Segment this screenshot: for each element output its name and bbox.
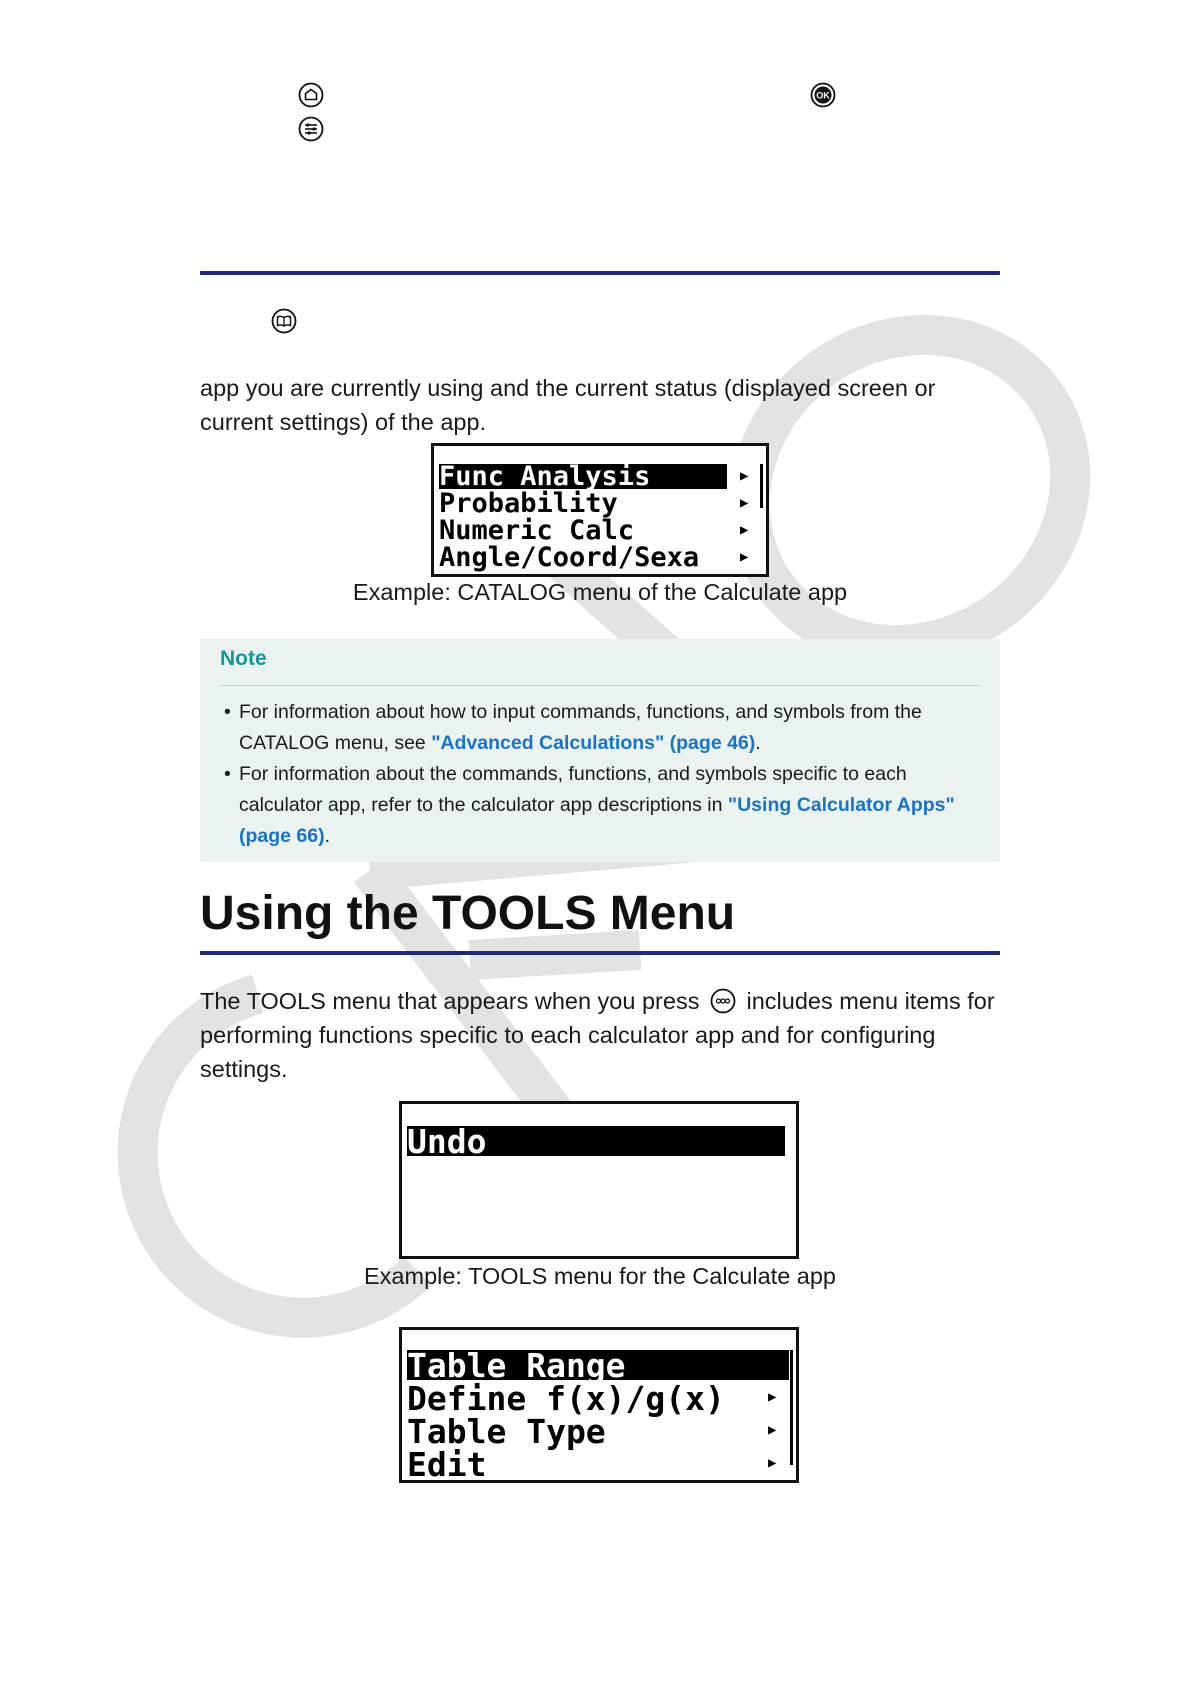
using-calculator-apps-link[interactable]: "Using Calculator Apps" (page 66) [239,794,955,847]
settings-key-icon [298,116,324,142]
note-list [220,697,980,852]
tools-menu-screen [399,1101,799,1259]
tools-caption: Example: TOOLS menu for the Calculate app [364,1263,836,1289]
tools-key-icon [710,988,736,1014]
tools-item-define-fx-gx[interactable]: Define f(x)/g(x) [407,1378,725,1418]
section-title-tools: Using the TOOLS Menu [200,887,736,940]
catalog-item-func-analysis[interactable]: Func Analysis [439,464,727,489]
catalog-description: app you are currently using and the current status (displayed screen or current settings) of the app. [200,375,936,435]
ok-key-icon [810,82,836,108]
note-divider [220,685,980,686]
catalog-item-numeric-calc[interactable]: Numeric Calc [439,515,635,546]
note-title: Note [220,647,267,670]
catalog-arrow-1: ▶ [740,468,749,484]
tools-arrow-2: ▶ [768,1389,777,1405]
catalog-item-probability[interactable]: Probability [439,488,618,519]
tools-item-edit[interactable]: Edit [407,1444,487,1484]
catalog-key-icon [271,308,297,334]
tools-item-table-type[interactable]: Table Type [407,1411,606,1451]
tools-item-undo[interactable]: Undo [407,1126,785,1156]
note-box [200,639,1000,862]
catalog-arrow-4: ▶ [740,549,749,565]
catalog-caption: Example: CATALOG menu of the Calculate app [352,579,848,605]
tools-scrollbar [790,1350,793,1465]
tools-arrow-4: ▶ [768,1455,777,1471]
catalog-scrollbar [760,464,763,508]
tools-description: The TOOLS menu that appears when you press includes menu items for performing functions specific to each calculator app and for configuring settings. [200,988,995,1082]
catalog-arrow-2: ▶ [740,495,749,511]
section-rule-top [200,271,1000,275]
note-item: • For information about how to input commands, functions, and symbols from the CATALOG menu, see "Advanced Calculations" (page 46). [220,697,980,759]
catalog-menu-screen [431,443,769,577]
note-item: • For information about the commands, functions, and symbols specific to each calculator app, refer to the calculator app descriptions in "Using Calculator Apps" (page 66). [220,759,980,852]
svg-text:OK: OK [816,90,830,101]
tools-item-table-range[interactable]: Table Range [407,1350,789,1380]
catalog-item-angle-coord-sexa[interactable]: Angle/Coord/Sexa [439,542,700,573]
catalog-arrow-3: ▶ [740,522,749,538]
advanced-calculations-link[interactable]: "Advanced Calculations" (page 46) [431,732,756,754]
section-rule-tools [200,951,1000,955]
tools-arrow-3: ▶ [768,1422,777,1438]
home-key-icon [298,82,324,108]
table-tools-menu-screen [399,1327,799,1483]
